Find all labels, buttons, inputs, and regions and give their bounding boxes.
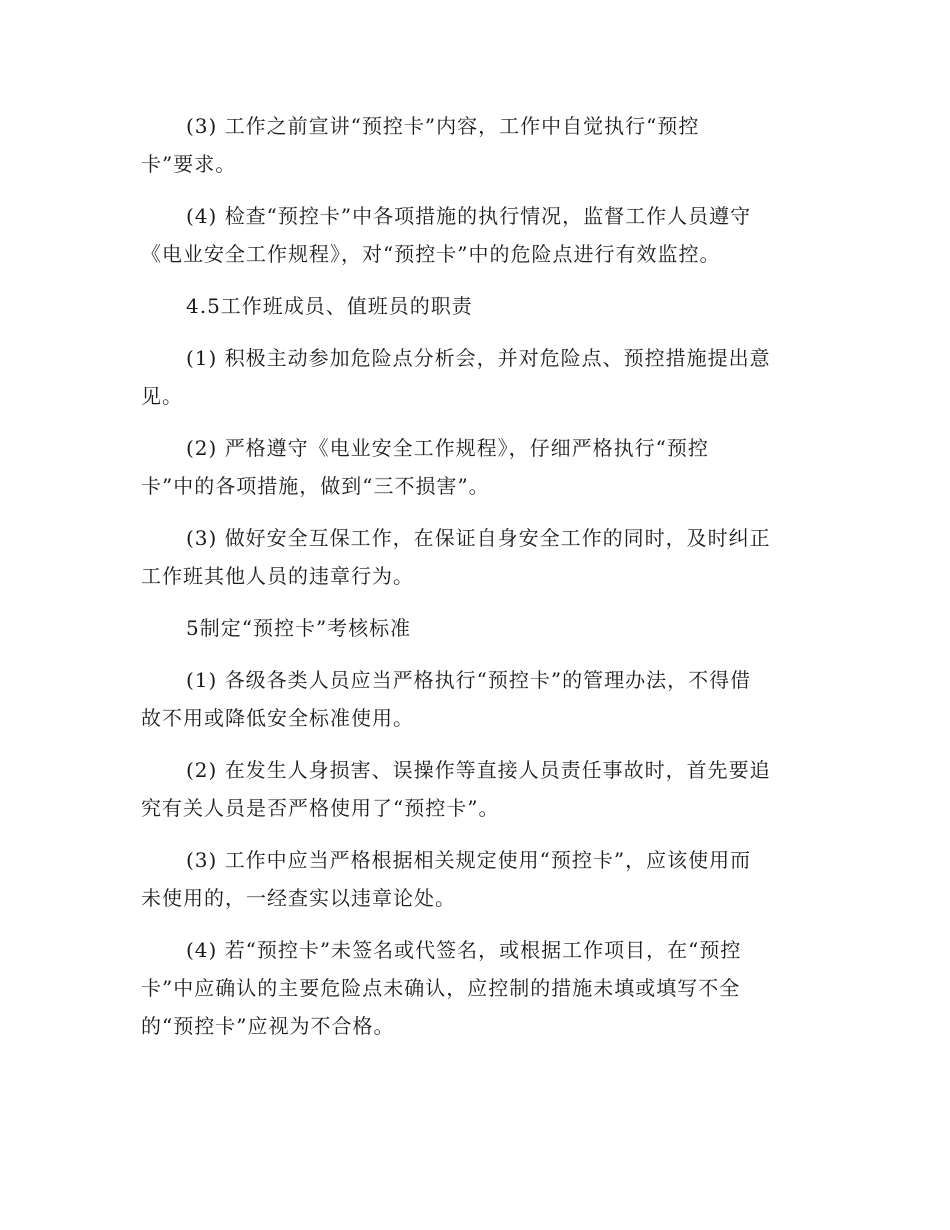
para-3-violation-line-1: (3) 工作中应当严格根据相关规定使用“预控卡”，应该使用而 [186, 848, 752, 872]
para-3-tools-line-1: (3) 工作之前宣讲“预控卡”内容，工作中自觉执行“预控 [186, 114, 700, 138]
para-2-accident-line-1: (2) 在发生人身损害、误操作等直接人员责任事故时，首先要追 [186, 758, 771, 782]
para-1-execute-line-1: (1) 各级各类人员应当严格执行“预控卡”的管理办法，不得借 [186, 668, 752, 692]
para-4-unqualified-line-3: 的“预控卡”应视为不合格。 [141, 1014, 395, 1038]
para-4-unqualified-line-2: 卡”中应确认的主要危险点未确认，应控制的措施未填或填写不全 [141, 976, 741, 1000]
para-3-tools-line-2: 卡”要求。 [141, 152, 237, 176]
section-heading-4-5: 4.5工作班成员、值班员的职责 [186, 294, 473, 318]
para-3-mutual-line-1: (3) 做好安全互保工作，在保证自身安全工作的同时，及时纠正 [186, 526, 771, 550]
para-3-violation-line-2: 未使用的，一经查实以违章论处。 [141, 886, 456, 910]
para-4-unqualified-line-1: (4) 若“预控卡”未签名或代签名，或根据工作项目，在“预控 [186, 938, 742, 962]
para-4-check-line-1: (4) 检查“预控卡”中各项措施的执行情况，监督工作人员遵守 [186, 204, 752, 228]
section-heading-5: 5制定“预控卡”考核标准 [186, 616, 412, 640]
para-1-participate-line-1: (1) 积极主动参加危险点分析会，并对危险点、预控措施提出意 [186, 346, 771, 370]
para-2-comply-line-2: 卡”中的各项措施，做到“三不损害”。 [141, 474, 490, 498]
para-3-mutual-line-2: 工作班其他人员的违章行为。 [141, 564, 414, 588]
para-2-accident-line-2: 究有关人员是否严格使用了“预控卡”。 [141, 796, 500, 820]
para-4-check-line-2: 《电业安全工作规程》，对“预控卡”中的危险点进行有效监控。 [141, 242, 721, 266]
para-2-comply-line-1: (2) 严格遵守《电业安全工作规程》，仔细严格执行“预控 [186, 436, 709, 460]
para-1-participate-line-2: 见。 [141, 384, 183, 408]
para-1-execute-line-2: 故不用或降低安全标准使用。 [141, 706, 414, 730]
